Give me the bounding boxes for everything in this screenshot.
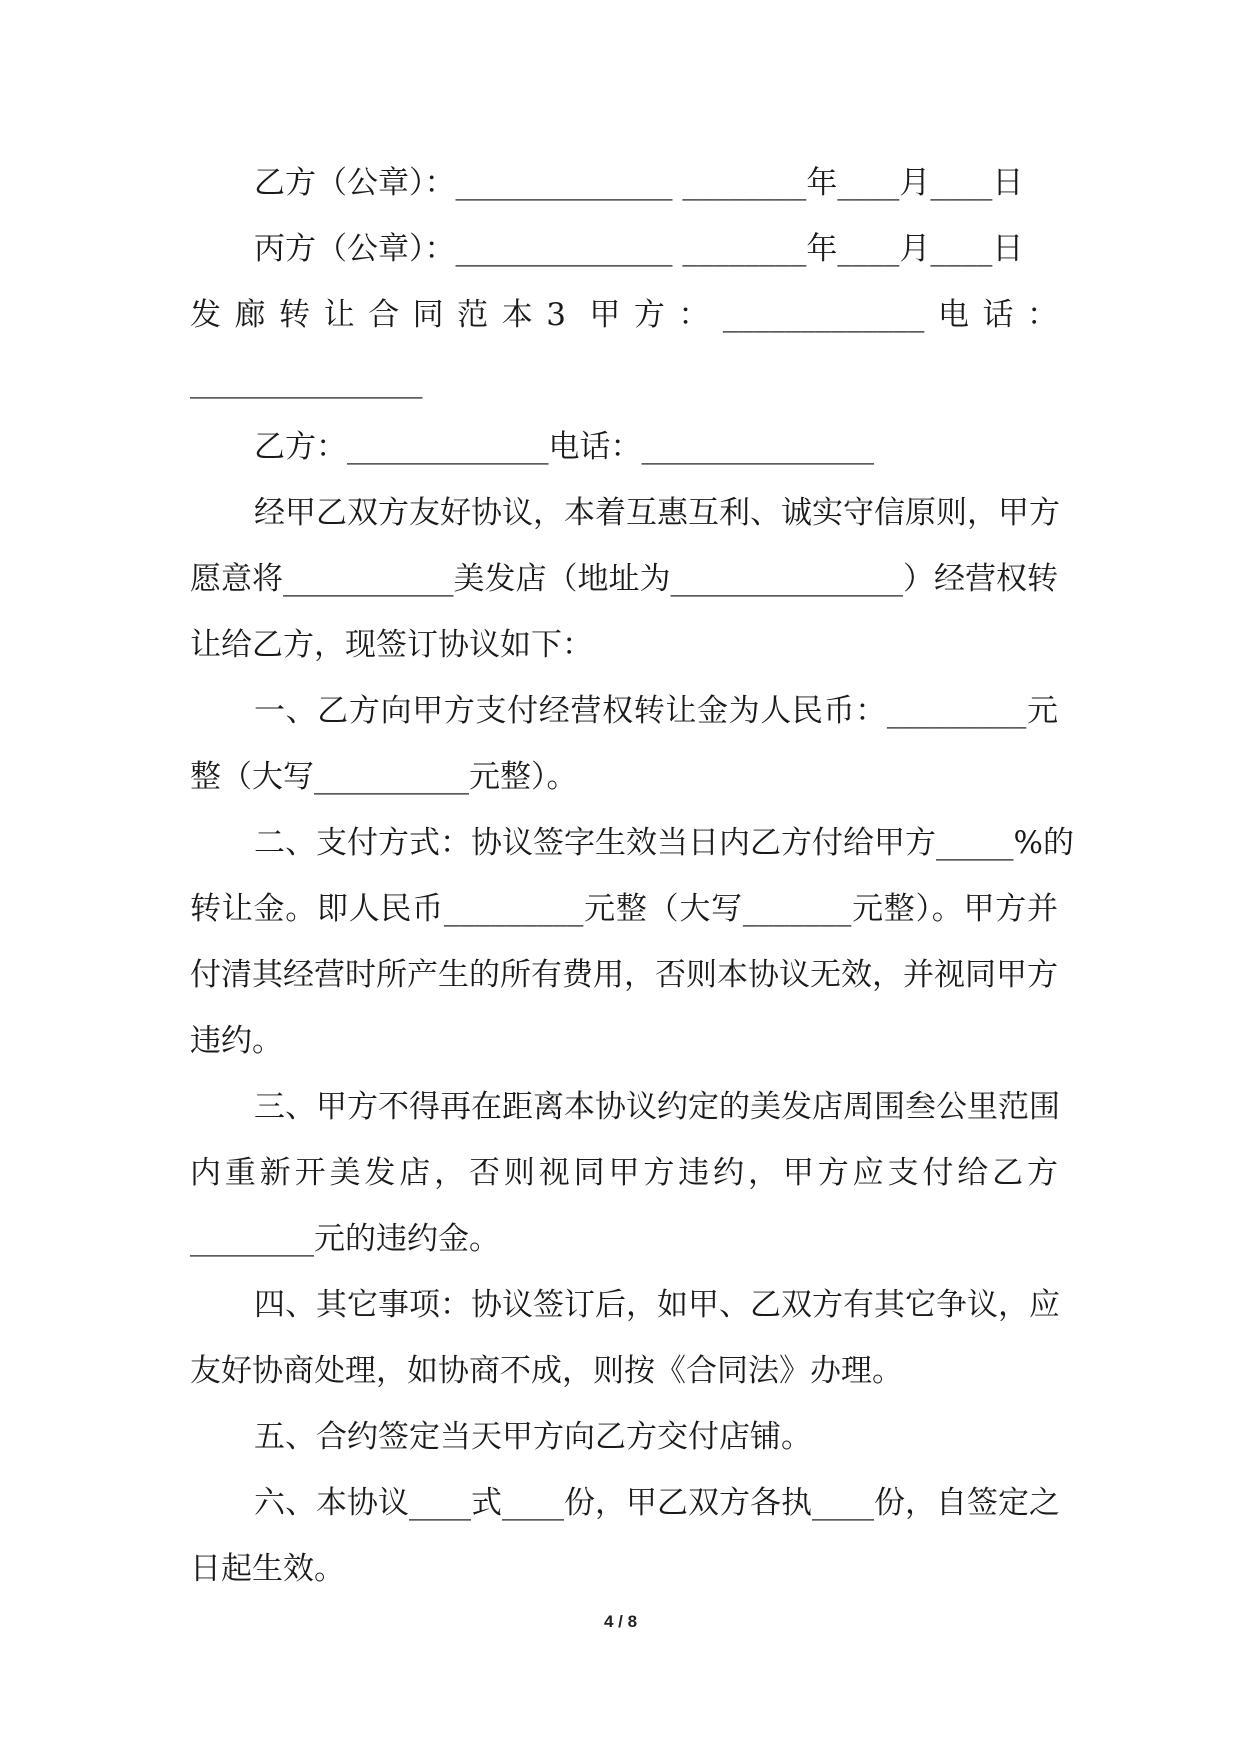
clause-1-line-1: 一、乙方向甲方支付经营权转让金为人民币：_________元 bbox=[254, 693, 1058, 729]
clause-2-line-2: 转让金。即人民币_________元整（大写_______元整）。甲方并 bbox=[190, 891, 1058, 927]
page-number: 4 / 8 bbox=[603, 1612, 638, 1631]
clause-2-line-3: 付清其经营时所产生的所有费用，否则本协议无效，并视同甲方 bbox=[190, 957, 1058, 993]
clause-6-line-1: 六、本协议____式____份，甲乙双方各执____份，自签定之 bbox=[254, 1485, 1060, 1521]
clause-2-line-4: 违约。 bbox=[190, 1023, 283, 1059]
intro-paragraph-line-2: 愿意将___________美发店（地址为_______________）经营权转 bbox=[190, 561, 1058, 597]
signature-line-party-c: 丙方（公章）：______________ ________年____月____日 bbox=[254, 231, 1024, 267]
clause-2-line-1: 二、支付方式：协议签字生效当日内乙方付给甲方_____%的 bbox=[254, 825, 1074, 861]
clause-5-line: 五、合约签定当天甲方向乙方交付店铺。 bbox=[254, 1419, 812, 1455]
clause-4-line-1: 四、其它事项：协议签订后，如甲、乙双方有其它争议，应 bbox=[254, 1287, 1060, 1323]
signature-line-party-b: 乙方（公章）：______________ ________年____月____日 bbox=[254, 165, 1024, 201]
clause-3-line-3: ________元的违约金。 bbox=[190, 1221, 500, 1257]
party-b-line: 乙方：_____________电话：_______________ bbox=[254, 429, 874, 465]
clause-4-line-2: 友好协商处理，如协商不成，则按《合同法》办理。 bbox=[190, 1353, 903, 1389]
clause-3-line-1: 三、甲方不得再在距离本协议约定的美发店周围叁公里范围 bbox=[254, 1089, 1060, 1125]
contract-title-line: 发廊转让合同范本3 甲方：_____________电话： bbox=[190, 297, 1058, 333]
intro-paragraph-line-1: 经甲乙双方友好协议，本着互惠互利、诚实守信原则，甲方 bbox=[254, 495, 1060, 531]
intro-paragraph-line-3: 让给乙方，现签订协议如下： bbox=[190, 627, 593, 663]
phone-blank-line: _______________ bbox=[190, 363, 423, 399]
clause-3-line-2: 内重新开美发店，否则视同甲方违约，甲方应支付给乙方 bbox=[190, 1155, 1058, 1191]
clause-1-line-2: 整（大写__________元整）。 bbox=[190, 759, 578, 795]
clause-6-line-2: 日起生效。 bbox=[190, 1551, 345, 1587]
